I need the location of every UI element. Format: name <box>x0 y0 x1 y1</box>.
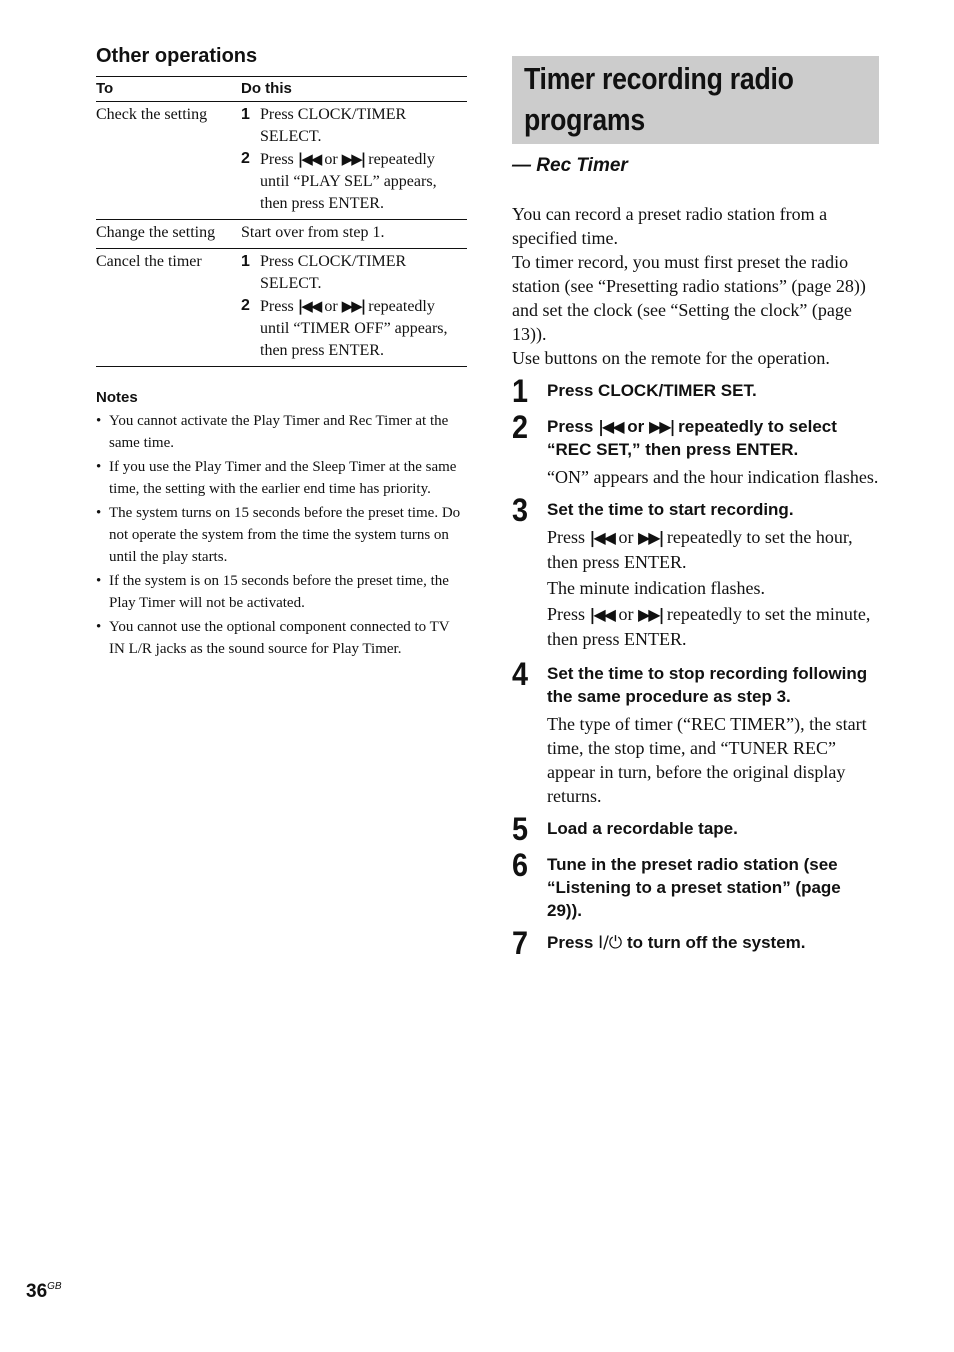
step-instruction: Load a recordable tape. <box>547 819 738 838</box>
page-number: $36^{GB}$ <box>26 1281 62 1302</box>
skip-previous-icon: |◀◀ <box>297 297 321 315</box>
column-header-do-this: Do this <box>241 77 467 102</box>
step-instruction: Set the time to start recording. <box>547 500 794 519</box>
list-item: • If the system is on 15 seconds before the preset time, the Play Timer will not be activated. <box>96 573 449 611</box>
instruction-step: 2 Press |◀◀ or ▶▶| repeatedly until “PLAY SEL” appears, then press ENTER. <box>241 150 437 212</box>
step-description: The type of timer (“REC TIMER”), the start time, the stop time, and “TUNER REC” appear in turn, before the original display returns. <box>547 714 867 806</box>
page-title: Timer recording radio programs <box>524 61 794 137</box>
row-label: Change the setting <box>96 220 241 249</box>
step-instruction: Set the time to stop recording following the same procedure as step 3. <box>547 664 868 706</box>
skip-next-icon: ▶▶| <box>637 528 663 547</box>
left-column <box>96 42 467 662</box>
instruction-step: 1 Press CLOCK/TIMER SELECT. <box>241 253 407 292</box>
page-subtitle: — Rec Timer <box>512 155 628 176</box>
skip-next-icon: ▶▶| <box>637 605 663 624</box>
list-item: • You cannot activate the Play Timer and Rec Timer at the same time. <box>96 413 449 451</box>
step-instruction: Press |◀◀ or ▶▶| repeatedly to select “REC SET,” then press ENTER. <box>547 417 837 459</box>
step-3 <box>512 492 879 653</box>
intro-text <box>512 202 879 370</box>
step-number: 5 <box>512 811 529 847</box>
row-label: Check the setting <box>96 102 241 220</box>
step-description: Press |◀◀ or ▶▶| repeatedly to set the hour, then press ENTER. The minute indication flashes. Press |◀◀ or ▶▶| repeatedly to set the minute, then press ENTER. <box>547 527 871 649</box>
skip-previous-icon: |◀◀ <box>589 528 614 547</box>
power-standby-icon: I/⏻ <box>598 933 623 953</box>
table-row <box>96 249 467 367</box>
step-6 <box>512 847 879 922</box>
step-number: 6 <box>512 847 529 883</box>
step-number: 3 <box>512 492 529 528</box>
step-instruction: Tune in the preset radio station (see “Listening to a preset station” (page 29)). <box>547 855 841 920</box>
step-7 <box>512 925 879 961</box>
step-instruction: Press CLOCK/TIMER SET. <box>547 381 757 400</box>
step-number: 4 <box>512 656 529 692</box>
row-instructions <box>241 102 467 220</box>
list-item: • If you use the Play Timer and the Sleep Timer at the same time, the setting with the earlier end time has priority. <box>96 459 457 497</box>
list-item: • The system turns on 15 seconds before the preset time. Do not operate the system from the time the system turns on until the play starts. <box>96 505 461 565</box>
step-1 <box>512 373 879 409</box>
notes-heading: Notes <box>96 389 138 406</box>
right-column <box>512 56 879 961</box>
intro-paragraph: To timer record, you must first preset the radio station (see “Presetting radio stations” (page 28)) and set the clock (see “Setting the clock” (page 13)). <box>512 252 866 344</box>
row-label: Cancel the timer <box>96 249 241 367</box>
row-instructions: Start over from step 1. <box>241 220 467 249</box>
step-number: 1 <box>512 373 529 409</box>
step-instruction: Press I/⏻ to turn off the system. <box>547 933 806 953</box>
table-row <box>96 220 467 249</box>
operations-table <box>96 76 467 367</box>
row-instructions <box>241 249 467 367</box>
column-header-to: To <box>96 77 241 102</box>
procedure-steps <box>512 373 879 961</box>
notes-list <box>96 410 467 660</box>
step-description: “ON” appears and the hour indication flashes. <box>547 467 879 487</box>
step-5 <box>512 811 879 847</box>
skip-next-icon: ▶▶| <box>648 417 674 436</box>
step-number: 7 <box>512 925 529 961</box>
step-2 <box>512 409 879 489</box>
skip-previous-icon: |◀◀ <box>598 417 623 436</box>
intro-paragraph: Use buttons on the remote for the operation. <box>512 348 830 368</box>
instruction-step: 2 Press |◀◀ or ▶▶| repeatedly until “TIMER OFF” appears, then press ENTER. <box>241 297 448 359</box>
step-4 <box>512 656 879 808</box>
skip-previous-icon: |◀◀ <box>297 150 321 168</box>
skip-next-icon: ▶▶| <box>341 150 365 168</box>
skip-next-icon: ▶▶| <box>341 297 365 315</box>
list-item: • You cannot use the optional component connected to TV IN L/R jacks as the sound source for Play Timer. <box>96 619 450 657</box>
instruction-step: 1 Press CLOCK/TIMER SELECT. <box>241 106 407 145</box>
table-header-row <box>96 77 467 102</box>
skip-previous-icon: |◀◀ <box>589 605 614 624</box>
title-banner <box>512 56 879 144</box>
intro-paragraph: You can record a preset radio station from a specified time. <box>512 204 828 248</box>
section-heading-other-operations: Other operations <box>96 45 258 67</box>
table-row <box>96 102 467 220</box>
step-number: 2 <box>512 409 529 445</box>
